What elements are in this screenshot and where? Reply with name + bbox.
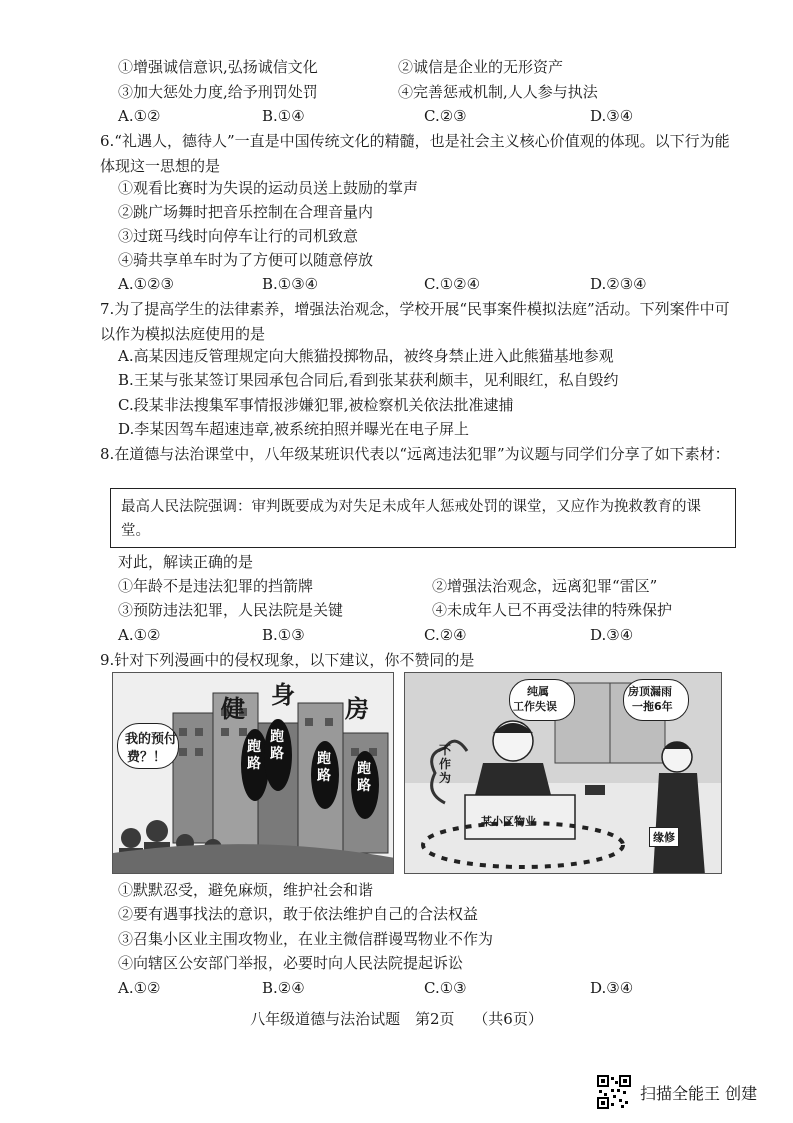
q9-option-4: ④向辖区公安部门举报，必要时向人民法院提起诉讼 xyxy=(118,954,464,972)
repair-paper-label: 缘修 xyxy=(649,827,679,847)
q8-quote-box: 最高人民法院强调：审判既要成为对失足未成年人惩戒处罚的课堂，又应作为挽救教育的课堂。 xyxy=(110,488,736,548)
q9-choice-a: A.①② xyxy=(118,979,161,997)
q8-choice-a: A.①② xyxy=(118,626,161,644)
comic-property-inaction xyxy=(404,672,722,874)
q5-option-3: ③加大惩处力度,给予刑罚处罚 xyxy=(118,83,318,101)
footer-subject: 八年级道德与法治试题 xyxy=(250,1010,401,1028)
q6-choice-d: D.②③④ xyxy=(590,275,647,293)
q5-option-1: ①增强诚信意识,弘扬诚信文化 xyxy=(118,58,318,76)
q6-choice-c: C.①②④ xyxy=(424,275,481,293)
q5-choice-c: C.②③ xyxy=(424,107,467,125)
gym-title-char-3: 房 xyxy=(345,695,369,723)
desk-label: 某小区物业 xyxy=(481,815,536,828)
q8-choice-c: C.②④ xyxy=(424,626,467,644)
q6-option-3: ③过斑马线时向停车让行的司机致意 xyxy=(118,227,359,245)
run-label-1: 跑 路 xyxy=(247,739,261,772)
q8-prompt: 对此，解读正确的是 xyxy=(118,553,254,571)
run-label-4: 跑 路 xyxy=(357,761,371,794)
q8-choice-b: B.①③ xyxy=(262,626,305,644)
q8-stem: 8.在道德与法治课堂中，八年级某班识代表以“远离违法犯罪”为议题与同学们分享了如下素材： xyxy=(100,445,730,463)
q5-choice-a: A.①② xyxy=(118,107,161,125)
q9-option-1: ①默默忍受，避免麻烦，维护社会和谐 xyxy=(118,881,374,899)
scanner-watermark-label: 扫描全能王 创建 xyxy=(640,1084,758,1103)
q5-choice-d: D.③④ xyxy=(590,107,634,125)
q6-choice-b: B.①③④ xyxy=(262,275,319,293)
gym-title-char-1: 健 xyxy=(221,695,245,723)
q7-option-b: B.王某与张某签订果园承包合同后,看到张某获利颇丰，见利眼红，私自毁约 xyxy=(118,371,619,389)
q6-option-1: ①观看比赛时为失误的运动员送上鼓励的掌声 xyxy=(118,179,419,197)
property-bubble-2-line-1: 房顶漏雨 xyxy=(628,685,672,698)
q6-option-2: ②跳广场舞时把音乐控制在合理音量内 xyxy=(118,203,374,221)
q6-choice-a: A.①②③ xyxy=(118,275,174,293)
property-bubble-1-line-1: 纯属 xyxy=(527,685,549,698)
q8-option-1: ①年龄不是违法犯罪的挡箭牌 xyxy=(118,577,314,595)
q8-option-2: ②增强法治观念，远离犯罪“雷区” xyxy=(432,577,658,595)
qr-code-icon xyxy=(597,1075,631,1109)
q9-stem: 9.针对下列漫画中的侵权现象，以下建议，你不赞同的是 xyxy=(100,651,475,669)
q6-option-4: ④骑共享单车时为了方便可以随意停放 xyxy=(118,251,374,269)
q5-option-4: ④完善惩戒机制,人人参与执法 xyxy=(398,83,598,101)
run-label-3: 跑 路 xyxy=(317,751,331,784)
q9-choice-b: B.②④ xyxy=(262,979,305,997)
q8-option-4: ④未成年人已不再受法律的特殊保护 xyxy=(432,601,673,619)
property-bubble-2-line-2: 一拖6年 xyxy=(632,700,673,713)
run-label-2: 跑 路 xyxy=(270,729,284,762)
q9-choice-c: C.①③ xyxy=(424,979,467,997)
q7-option-c: C.段某非法搜集军事情报涉嫌犯罪,被检察机关依法批准逮捕 xyxy=(118,396,514,414)
footer-total: （共6页） xyxy=(473,1010,543,1028)
q9-option-2: ②要有遇事找法的意识，敢于依法维护自己的合法权益 xyxy=(118,905,479,923)
inaction-side-text: 不 作 为 xyxy=(439,743,452,785)
q7-option-a: A.高某因违反管理规定向大熊猫投掷物品，被终身禁止进入此熊猫基地参观 xyxy=(118,347,614,365)
q7-stem: 7.为了提高学生的法律素养，增强法治观念，学校开展“民事案件模拟法庭”活动。下列案件中可以作为模拟法庭使用的是 xyxy=(100,300,730,343)
q9-option-3: ③召集小区业主围攻物业，在业主微信群谩骂物业不作为 xyxy=(118,930,494,948)
gym-title-char-2: 身 xyxy=(271,681,295,709)
q5-choice-b: B.①④ xyxy=(262,107,305,125)
q8-option-3: ③预防违法犯罪，人民法院是关键 xyxy=(118,601,344,619)
q6-stem: 6.“礼遇人，德待人”一直是中国传统文化的精髓，也是社会主义核心价值观的体现。以下行为能体现这一思想的是 xyxy=(100,132,730,175)
q9-choice-d: D.③④ xyxy=(590,979,634,997)
q8-choice-d: D.③④ xyxy=(590,626,634,644)
gym-bubble-line-1: 我的预付 xyxy=(125,732,178,747)
gym-bubble-line-2: 费？！ xyxy=(127,750,167,765)
property-bubble-1-line-2: 工作失误 xyxy=(513,700,557,713)
q7-option-d: D.李某因驾车超速违章,被系统拍照并曝光在电子屏上 xyxy=(118,420,470,438)
page-footer xyxy=(0,1008,793,1029)
footer-page: 第2页 xyxy=(414,1010,455,1028)
q5-option-2: ②诚信是企业的无形资产 xyxy=(398,58,564,76)
comic-gym-runaway xyxy=(112,672,394,874)
